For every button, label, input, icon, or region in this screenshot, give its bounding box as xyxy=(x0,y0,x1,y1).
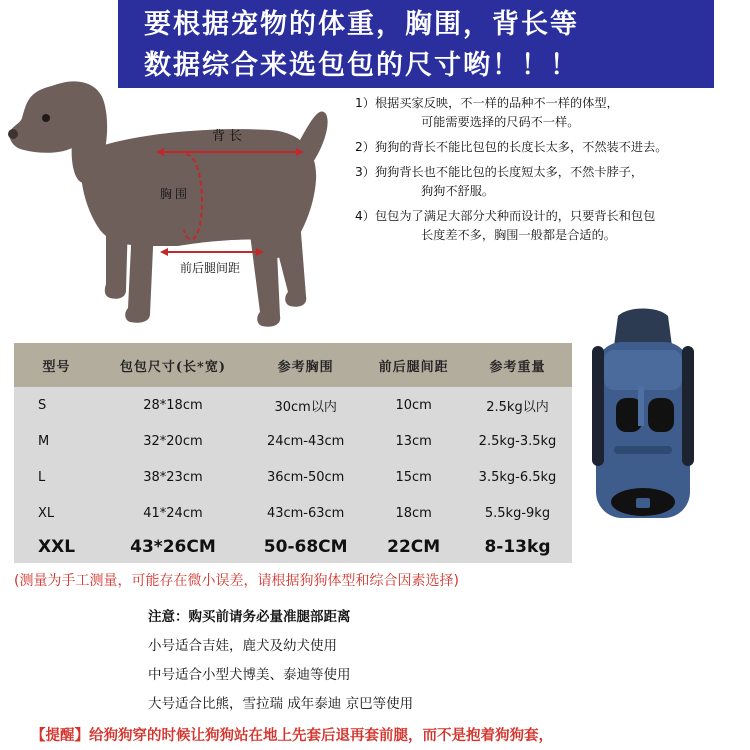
table-cell: 8-13kg xyxy=(484,537,551,557)
table-row xyxy=(14,531,572,563)
table-cell: 18cm xyxy=(395,505,432,521)
table-cell: 41*24cm xyxy=(143,505,203,521)
table-cell: L xyxy=(38,469,46,485)
back-length-label: 背长 xyxy=(212,129,247,144)
table-cell: 38*23cm xyxy=(143,469,203,485)
table-cell: S xyxy=(38,397,47,413)
headline-line-2: 数据综合来选包包的尺寸哟！！！ xyxy=(144,50,579,81)
usage-notes xyxy=(148,603,413,719)
column-header: 参考重量 xyxy=(463,343,572,387)
sizing-notes xyxy=(355,94,750,251)
table-cell: XL xyxy=(38,505,55,521)
table-row xyxy=(14,459,572,495)
table-row xyxy=(14,495,572,531)
size-chart-table xyxy=(14,343,572,563)
table-cell: 22CM xyxy=(387,537,441,557)
dog-eye xyxy=(42,114,50,122)
dog-measurement-illustration xyxy=(0,70,345,350)
table-cell: 10cm xyxy=(395,397,432,413)
table-cell: 24cm-43cm xyxy=(266,433,345,449)
note-item: 3）狗狗背长也不能比包的长度短太多，不然卡脖子， 狗狗不舒服。 xyxy=(355,165,644,198)
column-header: 型号 xyxy=(14,343,99,387)
usage-note-item: 大号适合比熊，雪拉瑞 成年泰迪 京巴等使用 xyxy=(148,696,414,712)
table-cell: 43*26CM xyxy=(130,537,216,557)
column-header: 参考胸围 xyxy=(247,343,364,387)
table-cell: 50-68CM xyxy=(263,537,348,557)
pet-carrier-backpack-image xyxy=(588,306,698,526)
table-cell: 43cm-63cm xyxy=(266,505,345,521)
dog-silhouette xyxy=(8,81,328,326)
table-cell: 3.5kg-6.5kg xyxy=(478,469,557,485)
headline-line-1: 要根据宠物的体重，胸围，背长等 xyxy=(144,9,579,40)
column-header: 包包尺寸(长*宽) xyxy=(99,343,247,387)
table-cell: M xyxy=(38,433,50,449)
column-header: 前后腿间距 xyxy=(364,343,463,387)
table-cell: 30cm以内 xyxy=(274,399,337,415)
table-cell: 36cm-50cm xyxy=(266,469,345,485)
table-cell: 28*18cm xyxy=(143,397,203,413)
table-cell: XXL xyxy=(38,537,76,557)
measurement-disclaimer: (测量为手工测量，可能存在微小误差，请根据狗狗体型和综合因素选择) xyxy=(14,573,459,589)
note-item: 1）根据买家反映，不一样的品种不一样的体型， 可能需要选择的尺码不一样。 xyxy=(355,96,619,129)
table-cell: 13cm xyxy=(395,433,432,449)
table-cell: 32*20cm xyxy=(143,433,203,449)
table-cell: 2.5kg以内 xyxy=(486,399,549,415)
table-cell: 15cm xyxy=(395,469,432,485)
chest-girth-label: 胸围 xyxy=(160,187,191,201)
leg-distance-measure xyxy=(160,248,264,256)
table-cell: 2.5kg-3.5kg xyxy=(478,433,557,449)
usage-note-lead: 注意：购买前请务必量准腿部距离 xyxy=(148,609,351,625)
reminder-text: 【提醒】给狗狗穿的时候让狗狗站在地上先套后退再套前腿，而不是抱着狗狗套， xyxy=(31,728,553,744)
usage-note-item: 小号适合吉娃，鹿犬及幼犬使用 xyxy=(148,638,337,654)
leg-distance-label: 前后腿间距 xyxy=(180,261,241,275)
note-item: 2）狗狗的背长不能比包包的长度长太多，不然装不进去。 xyxy=(355,140,668,154)
note-item: 4）包包为了满足大部分犬种而设计的，只要背长和包包 长度差不多，胸围一般都是合适的。 xyxy=(355,209,656,242)
table-cell: 5.5kg-9kg xyxy=(484,505,551,521)
table-row xyxy=(14,387,572,423)
usage-note-item: 中号适合小型犬博美、泰迪等使用 xyxy=(148,667,351,683)
table-row xyxy=(14,423,572,459)
table-header-row xyxy=(14,343,572,387)
